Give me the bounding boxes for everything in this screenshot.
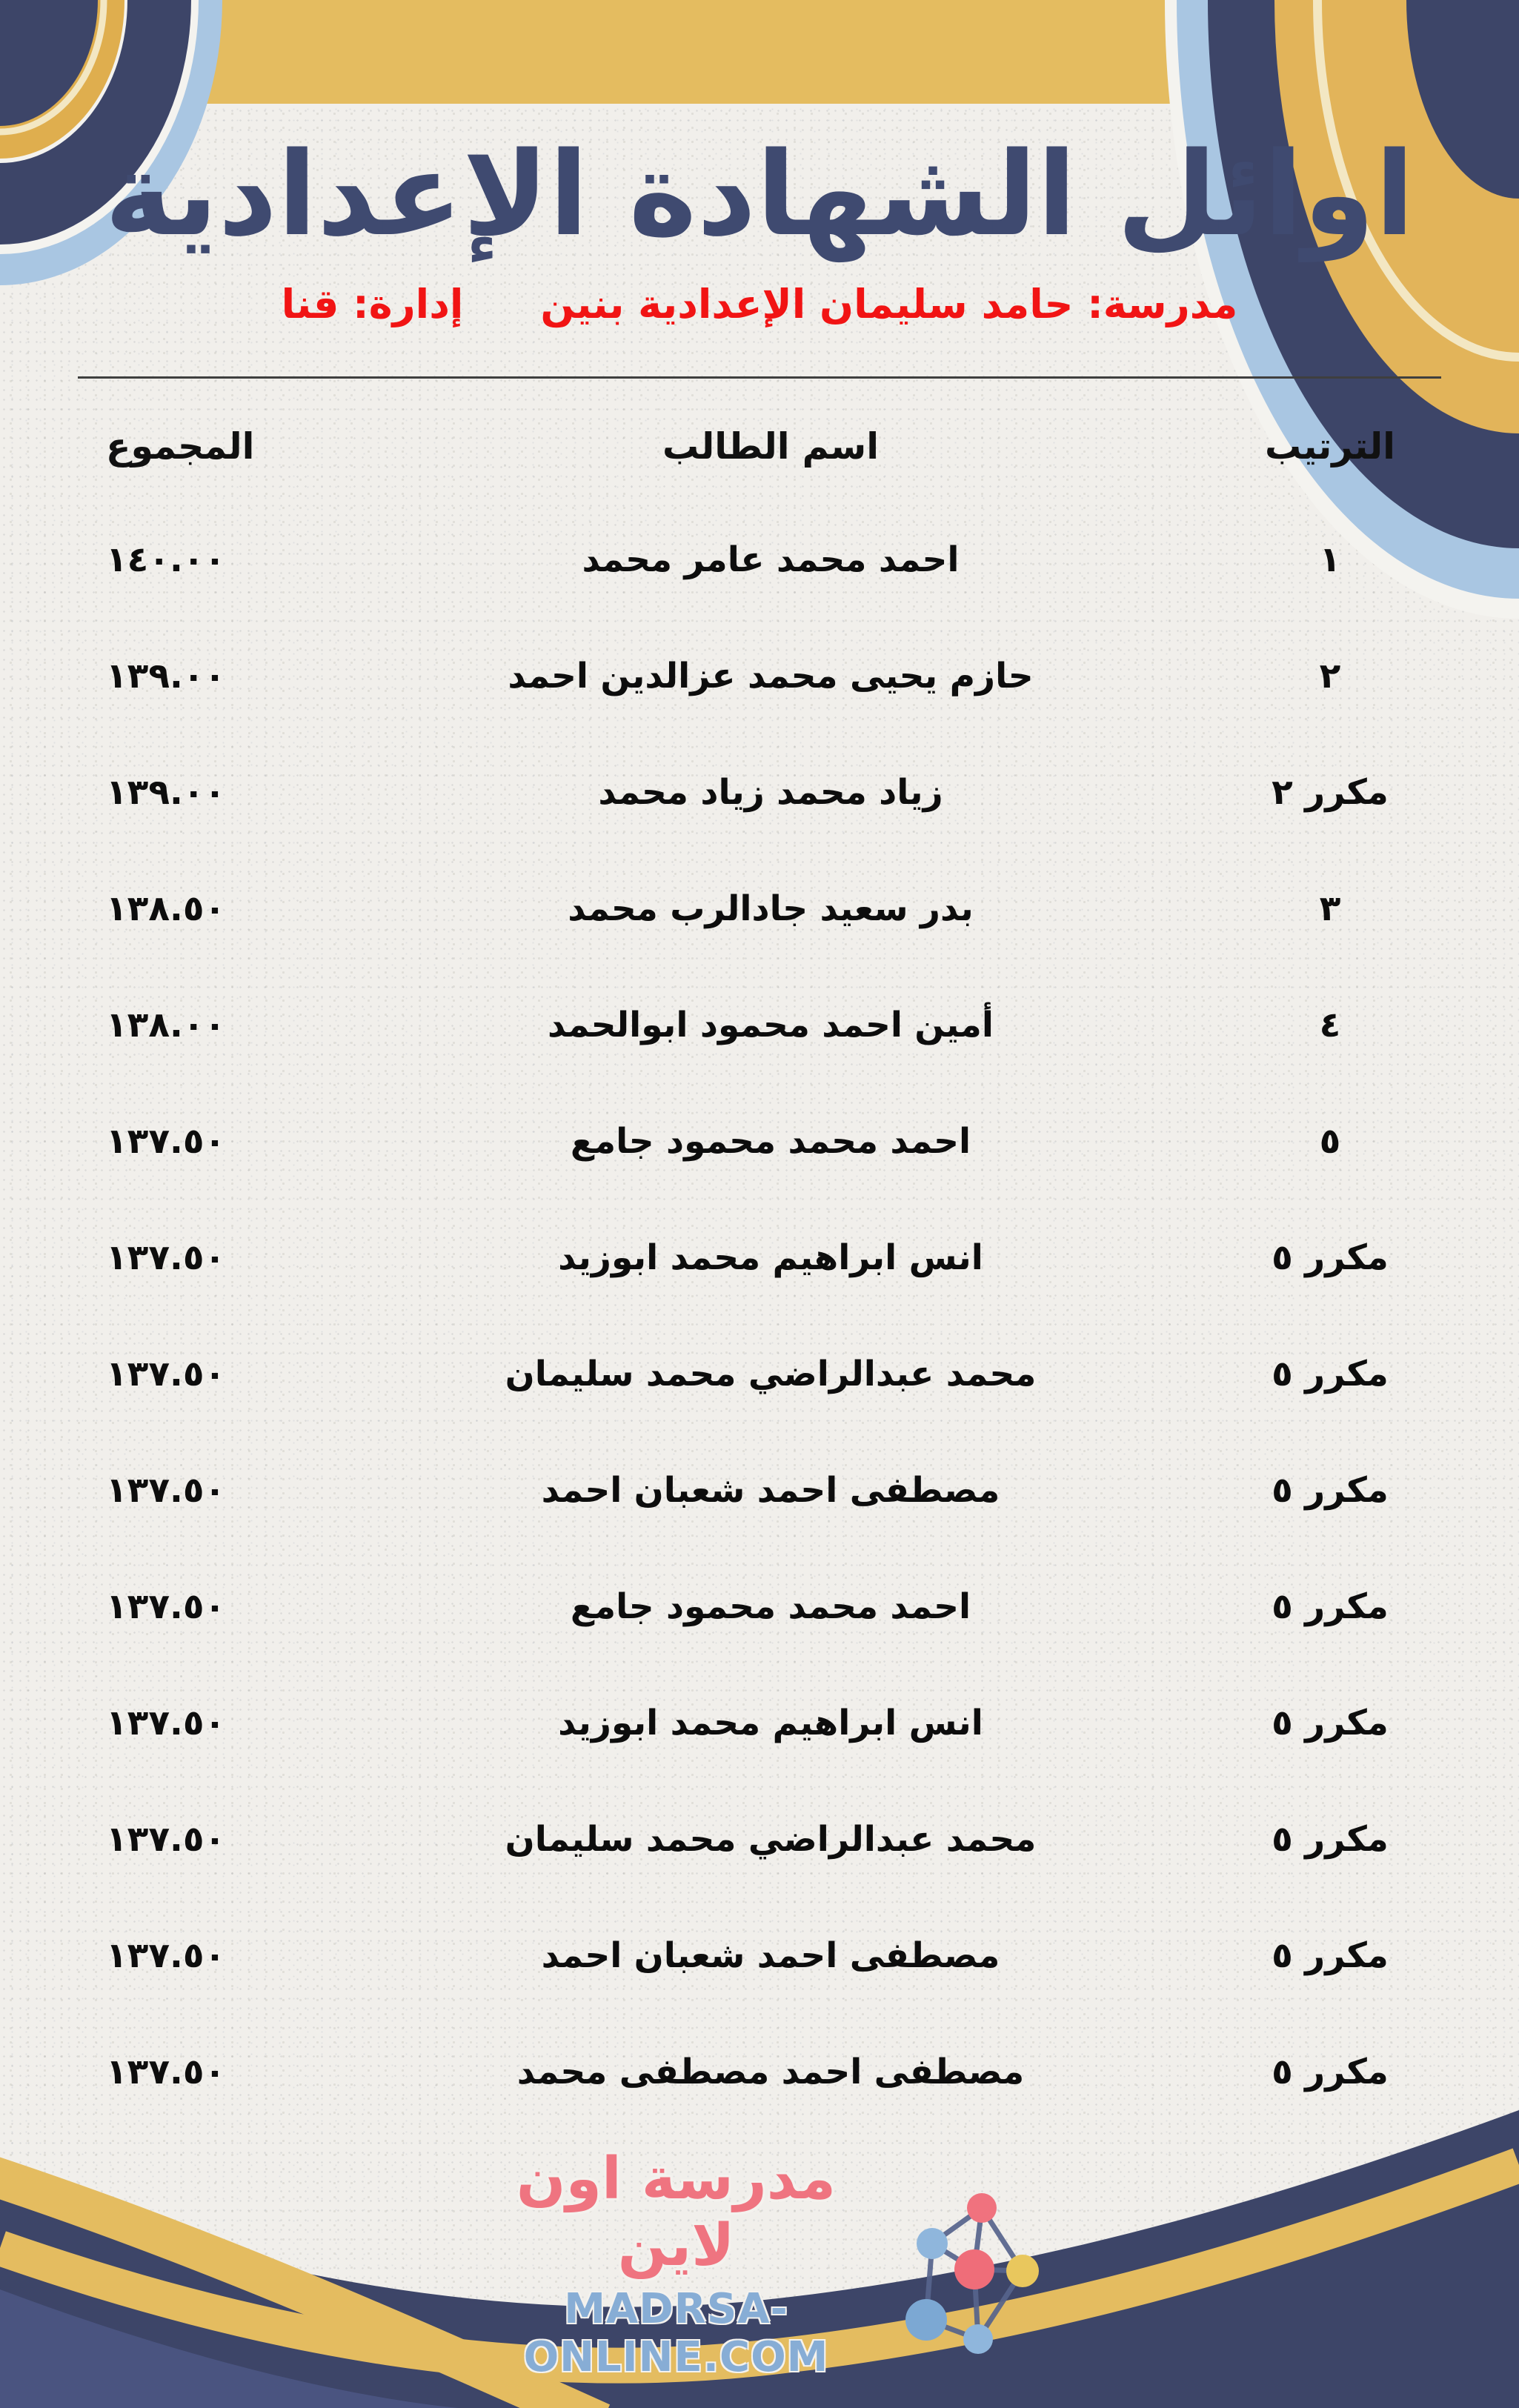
row-rank: مكرر ٥ [1272, 2051, 1389, 2092]
row-student-name: حازم يحيى محمد عزالدين احمد [508, 655, 1034, 696]
row-total: ١٤٠.٠٠ [106, 539, 226, 580]
table-row [0, 851, 1519, 967]
row-student-name: احمد محمد عامر محمد [582, 539, 960, 580]
table-row [0, 1200, 1519, 1316]
table-row [0, 1665, 1519, 1781]
row-student-name: احمد محمد محمود جامع [570, 1586, 971, 1627]
table-row [0, 734, 1519, 851]
row-rank: ٣ [1319, 888, 1341, 929]
table-row [0, 2014, 1519, 2130]
table-row [0, 618, 1519, 734]
school-info-line [0, 281, 1519, 327]
table-row [0, 1432, 1519, 1549]
row-total: ١٣٧.٥٠ [106, 1935, 226, 1976]
row-total: ١٣٩.٠٠ [106, 771, 226, 813]
logo-domain: MADRSA-ONLINE.COM [523, 2285, 829, 2381]
row-total: ١٣٧.٥٠ [106, 2051, 226, 2092]
row-total: ١٣٧.٥٠ [106, 1120, 226, 1162]
row-student-name: احمد محمد محمود جامع [570, 1120, 971, 1162]
row-rank: مكرر ٢ [1272, 771, 1389, 813]
header-name: اسم الطالب [662, 425, 880, 468]
row-student-name: أمين احمد محمود ابوالحمد [547, 1004, 994, 1045]
divider-line [78, 376, 1441, 379]
page-title: اوائل الشهادة الإعدادية [104, 127, 1415, 262]
row-student-name: بدر سعيد جادالرب محمد [568, 888, 974, 929]
row-rank: ٢ [1319, 655, 1341, 696]
row-total: ١٣٧.٥٠ [106, 1818, 226, 1860]
row-rank: مكرر ٥ [1272, 1818, 1389, 1860]
header-rank: الترتيب [1265, 425, 1395, 468]
row-rank: مكرر ٥ [1272, 1586, 1389, 1627]
row-student-name: زياد محمد زياد محمد [598, 771, 943, 813]
row-total: ١٣٧.٥٠ [106, 1237, 226, 1278]
row-total: ١٣٧.٥٠ [106, 1702, 226, 1743]
table-row [0, 1316, 1519, 1432]
row-student-name: مصطفى احمد مصطفى محمد [516, 2051, 1025, 2092]
header-total: المجموع [106, 425, 255, 468]
row-rank: مكرر ٥ [1272, 1353, 1389, 1394]
row-student-name: محمد عبدالراضي محمد سليمان [505, 1353, 1037, 1394]
results-table-body [0, 502, 1519, 2130]
row-total: ١٣٨.٥٠ [106, 888, 226, 929]
row-total: ١٣٨.٠٠ [106, 1004, 226, 1045]
row-total: ١٣٩.٠٠ [106, 655, 226, 696]
network-logo-icon [903, 2173, 1040, 2355]
footer-logo [445, 2146, 1045, 2381]
row-rank: مكرر ٥ [1272, 1935, 1389, 1976]
row-student-name: محمد عبدالراضي محمد سليمان [505, 1818, 1037, 1860]
row-rank: مكرر ٥ [1272, 1237, 1389, 1278]
administration-name: إدارة: قنا [281, 280, 464, 327]
row-student-name: انس ابراهيم محمد ابوزيد [558, 1702, 983, 1743]
row-rank: ٤ [1319, 1004, 1341, 1045]
table-row [0, 1781, 1519, 1898]
row-total: ١٣٧.٥٠ [106, 1469, 226, 1511]
school-name: مدرسة: حامد سليمان الإعدادية بنين [540, 280, 1238, 327]
row-student-name: مصطفى احمد شعبان احمد [541, 1935, 1000, 1976]
table-row [0, 1083, 1519, 1200]
row-rank: ١ [1319, 539, 1341, 580]
row-rank: ٥ [1319, 1120, 1341, 1162]
row-rank: مكرر ٥ [1272, 1469, 1389, 1511]
table-header-row [0, 405, 1519, 488]
footer-logo-text [451, 2146, 903, 2381]
table-row [0, 1898, 1519, 2014]
row-total: ١٣٧.٥٠ [106, 1586, 226, 1627]
table-row [0, 1549, 1519, 1665]
row-total: ١٣٧.٥٠ [106, 1353, 226, 1394]
row-student-name: انس ابراهيم محمد ابوزيد [558, 1237, 983, 1278]
row-student-name: مصطفى احمد شعبان احمد [541, 1469, 1000, 1511]
logo-arabic-name: مدرسة اون لاين [516, 2146, 837, 2279]
table-row [0, 502, 1519, 618]
table-row [0, 967, 1519, 1083]
row-rank: مكرر ٥ [1272, 1702, 1389, 1743]
